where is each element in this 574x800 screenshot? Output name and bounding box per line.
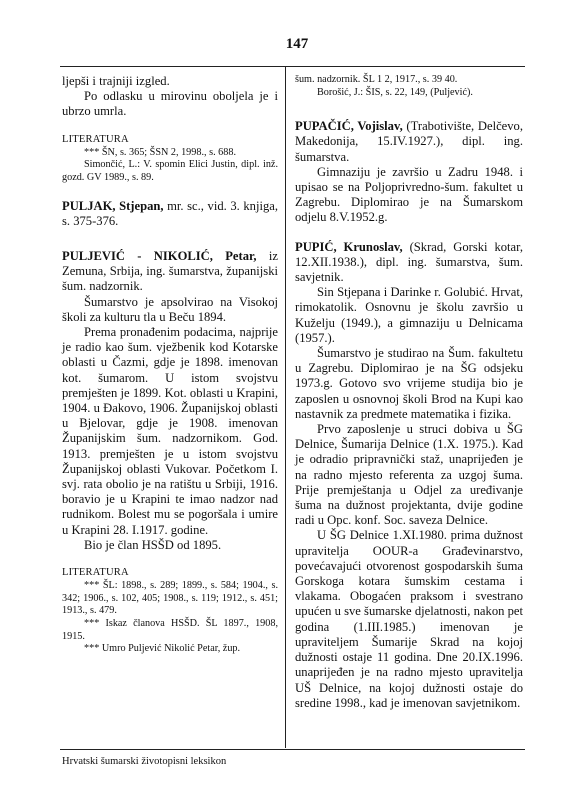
entry-text: (Trabotivište, Delčevo, Makedonija, 15.IV.1927.), dipl. ing. šumarstva.	[295, 119, 523, 164]
literature-item: *** ŠL: 1898., s. 289; 1899., s. 584; 1904., s. 342; 1906., s. 102, 405; 1908., s. 119; 1912., s. 451; 1913., s. 479.	[62, 580, 278, 617]
footer-rule	[60, 749, 525, 750]
entry-headword: PUPIĆ, Krunoslav,	[295, 239, 403, 254]
paragraph: Prvo zaposlenje u struci dobiva u ŠG Delnice, Šumarija Delnice (1.X. 1975.). Kad je odradio pripravnički staž, unaprijeđen je na radno mjesto referenta za uzgoj šuma. Prije premještanja u Odjel za uređivanje šuma na dužnost projektanta, dvije godine radi u Opc. konf. Soc. saveza Delnice.	[295, 422, 523, 528]
literature-item: *** Iskaz članova HSŠD. ŠL 1897., 1908, 1915.	[62, 618, 278, 642]
entry-text: mr. sc., vid. 3. knjiga, s. 375-376.	[62, 198, 278, 228]
literature-item: Borošić, J.: ŠIS, s. 22, 149, (Puljević).	[317, 86, 473, 98]
paragraph: U ŠG Delnice 1.XI.1980. prima dužnost upravitelja OOUR-a Građevinarstvo, povećavajući otvorenost gospodarskih šuma Gorskoga kotara šumskim cestama i vlakama. Obogaćen praksom i svestrano upućen u sve šumarske djelatnosti, nakon pet godina (1.III.1985.) imenovan je upraviteljem Šumarije Skrad na kojoj dužnosti ostaje 11 godina. Dne 20.IX.1996. unaprijeđen je na radno mjesto upravitelja UŠ Delnice, na kojoj dužnosti ostaje do sredine 1998., kad je imenovan savjetnikom.	[295, 528, 523, 710]
paragraph: Prema pronađenim podacima, najprije je radio kao šum. vježbenik kod Kotarske oblasti u Čazmi, gdje je 1898. imenovan kot. šumarom. U istom svojstvu premješten je 1899. Kot. oblasti u Krapini, 1904. u Đakovo, 1906. Županijskoj oblasti u Bjelovar, gdje je 1908. imenovan Županijskim šum. nadzornikom. God. 1913. premješten je u istom svojstvu Županijskoj oblasti Vukovar. Početkom I. svj. rata obolio je na ratištu u Srbiji, 1916. boravio je u Krapini te imao nadzor nad rudnikom. Bolest mu se pogoršala i umire u Krapini 28. I.1917. godine.	[62, 325, 278, 537]
entry-headword: PULJAK, Stjepan,	[62, 198, 164, 213]
continuation-text: ljepši i trajniji izgled.	[62, 74, 170, 88]
paragraph: Šumarstvo je apsolvirao na Visokoj školi za kulturu tla u Beču 1894.	[62, 294, 278, 324]
entry-text: (Skrad, Gorski kotar, 12.XII.1938.), dipl. ing. šumarstva, šum. savjetnik.	[295, 239, 523, 285]
literature-item: *** ŠN, s. 365; ŠSN 2, 1998., s. 688.	[84, 146, 236, 158]
footer-title: Hrvatski šumarski životopisni leksikon	[62, 756, 227, 767]
literature-item: šum. nadzornik. ŠL 1 2, 1917., s. 39 40.	[295, 74, 458, 85]
left-column	[62, 74, 278, 656]
literature-item: Simončić, L.: V. spomin Elici Justin, dipl. inž. gozd. GV 1989., s. 89.	[62, 159, 278, 183]
paragraph: Sin Stjepana i Darinke r. Golubić. Hrvat, rimokatolik. Osnovnu je školu završio u Kuželju (1949.), a gimnaziju u Delnicama (1957.).	[295, 285, 523, 345]
literature-item: *** Umro Puljević Nikolić Petar, žup.	[84, 643, 241, 655]
paragraph: Bio je član HSŠD od 1895.	[84, 537, 222, 552]
literature-heading: LITERATURA	[62, 133, 129, 145]
entry-pupacic	[295, 119, 523, 165]
entry-text: iz Zemuna, Srbija, ing. šumarstva, županijski šum. nadzornik.	[62, 249, 278, 294]
paragraph: Gimnaziju je završio u Zadru 1948. i upisao se na Poljoprivredno-šum. fakultet u Zagrebu. Diplomirao je na Šumarskom odjelu 8.V.1952.g.	[295, 164, 523, 225]
entry-headword: PUPAČIĆ, Vojislav,	[295, 119, 403, 134]
literature-heading: LITERATURA	[62, 567, 129, 579]
right-column	[295, 74, 523, 711]
column-divider	[285, 67, 286, 748]
paragraph: Šumarstvo je studirao na Šum. fakultetu u Zagrebu. Diplomirao je na ŠG odsjeku 1973.g. Gotovo svo vrijeme studija bio je zaposlen u osnovnoj školi Brod na Kupi kao nastavnik za predmete matematika i fizika.	[295, 346, 523, 421]
continuation-text: Po odlasku u mirovinu oboljela je i ubrzo umrla.	[62, 89, 278, 119]
entry-headword: PULJEVIĆ - NIKOLIĆ, Petar,	[62, 249, 257, 263]
entry-pupic	[295, 240, 523, 286]
page-number: 147	[285, 36, 309, 52]
entry-puljevic	[62, 249, 278, 295]
entry-puljak	[62, 199, 278, 229]
header-rule	[60, 66, 525, 67]
